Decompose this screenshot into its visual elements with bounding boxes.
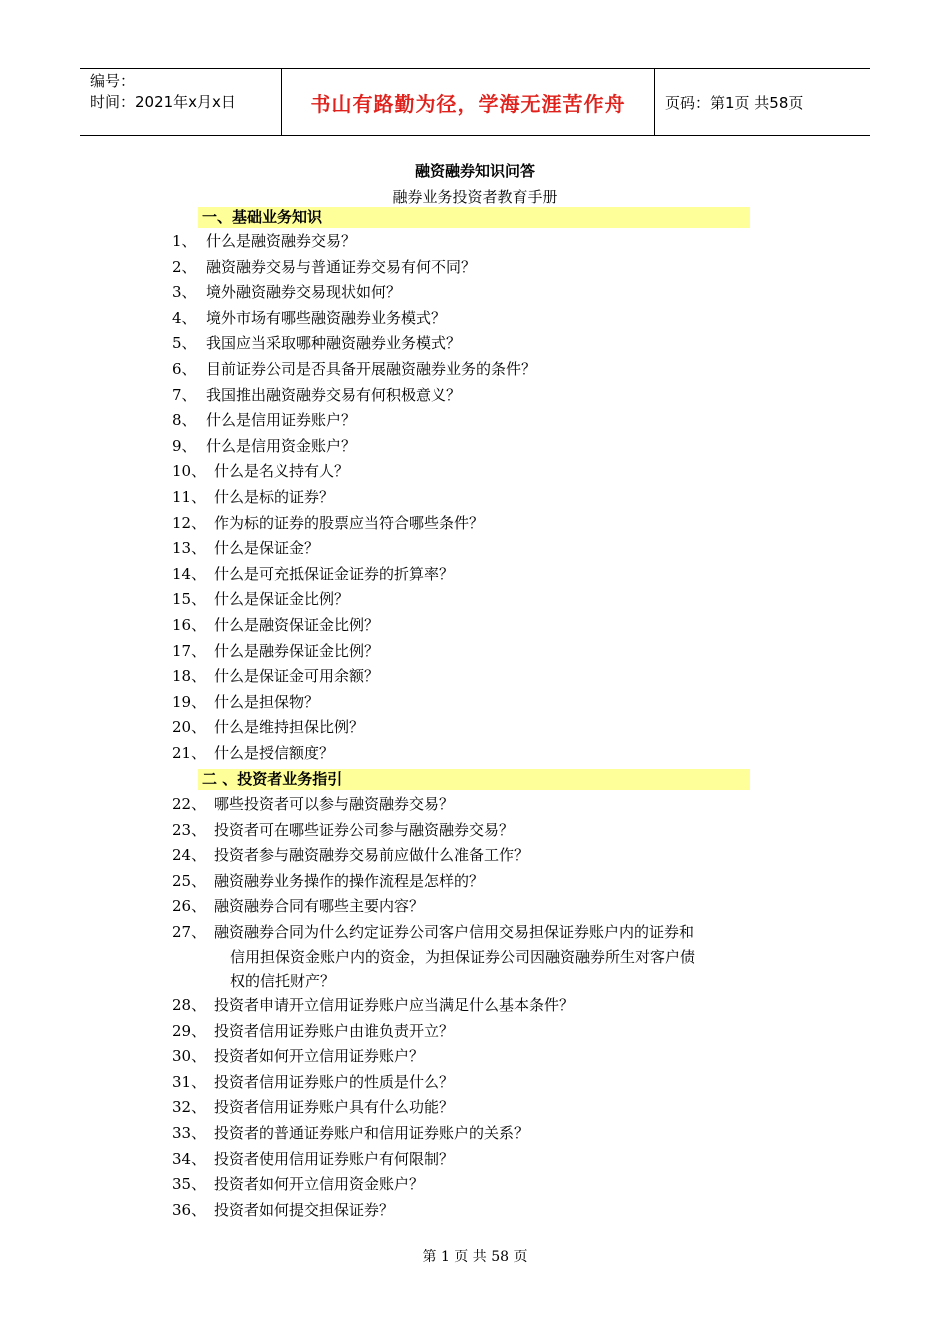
section-heading-2: 二 、投资者业务指引 xyxy=(198,769,750,790)
list-item xyxy=(172,331,752,356)
item-text: 投资者申请开立信用证券账户应当满足什么基本条件？ xyxy=(214,996,575,1014)
page-header xyxy=(80,68,870,136)
item-text: 融资融券交易与普通证券交易有何不同？ xyxy=(206,257,477,276)
item-number: 32、 xyxy=(172,1098,207,1117)
item-number: 4、 xyxy=(172,308,197,327)
page-label: 页码：第1页 共58页 xyxy=(665,93,804,112)
item-number: 33、 xyxy=(172,1124,207,1142)
item-text: 投资者信用证券账户具有什么功能？ xyxy=(214,1098,455,1117)
item-text: 投资者如何开立信用资金账户？ xyxy=(214,1175,425,1194)
item-number: 23、 xyxy=(172,820,207,839)
item-text-line-3: 权的信托财产？ xyxy=(230,972,336,990)
item-text: 投资者如何提交担保证券？ xyxy=(214,1200,395,1219)
item-text: 什么是保证金可用余额？ xyxy=(214,667,380,686)
item-text: 投资者信用证券账户的性质是什么？ xyxy=(214,1072,455,1091)
list-item xyxy=(172,280,752,305)
item-text-line-2: 信用担保资金账户内的资金，为担保证券公司因融资融券所生对客户债 xyxy=(230,947,696,966)
list-item xyxy=(172,1172,752,1197)
item-number: 18、 xyxy=(172,667,207,686)
item-number: 19、 xyxy=(172,692,207,711)
item-text xyxy=(214,920,752,994)
item-number: 3、 xyxy=(172,283,197,302)
item-number: 5、 xyxy=(172,334,197,353)
header-motto-cell xyxy=(282,69,655,135)
list-item xyxy=(172,306,752,331)
item-number: 13、 xyxy=(172,539,207,558)
item-number: 11、 xyxy=(172,488,207,506)
item-number: 17、 xyxy=(172,641,207,660)
list-item xyxy=(172,1147,752,1172)
item-text: 什么是保证金？ xyxy=(214,539,320,558)
list-item xyxy=(172,408,752,433)
item-text: 什么是担保物？ xyxy=(214,692,320,711)
item-text: 什么是授信额度？ xyxy=(214,744,335,762)
item-number: 27、 xyxy=(172,923,207,941)
list-item xyxy=(172,664,752,689)
item-text: 投资者如何开立信用证券账户？ xyxy=(214,1047,425,1066)
list-item xyxy=(172,1044,752,1069)
item-number: 2、 xyxy=(172,257,197,276)
doc-subtitle: 融券业务投资者教育手册 xyxy=(392,188,558,206)
item-number: 1、 xyxy=(172,232,197,250)
doc-title: 融资融券知识问答 xyxy=(414,162,535,180)
list-item xyxy=(172,869,752,894)
item-text: 什么是保证金比例？ xyxy=(214,590,350,609)
list-item xyxy=(172,1095,752,1120)
list-item xyxy=(172,993,752,1018)
list-item xyxy=(172,715,752,740)
list-item xyxy=(172,741,752,766)
list-item xyxy=(172,229,752,254)
list-item xyxy=(172,1019,752,1044)
item-text: 目前证券公司是否具备开展融资融券业务的条件？ xyxy=(206,360,537,378)
list-item xyxy=(172,843,752,868)
list-item xyxy=(172,920,752,994)
item-number: 14、 xyxy=(172,564,207,583)
item-text: 什么是融资融券交易？ xyxy=(206,232,357,250)
item-number: 31、 xyxy=(172,1072,207,1091)
item-text: 什么是标的证券？ xyxy=(214,488,335,506)
list-item xyxy=(172,511,752,536)
item-text: 境外市场有哪些融资融券业务模式？ xyxy=(206,308,447,327)
list-item xyxy=(172,255,752,280)
item-text: 投资者参与融资融券交易前应做什么准备工作？ xyxy=(214,846,530,865)
list-item xyxy=(172,1198,752,1223)
item-text: 什么是融券保证金比例？ xyxy=(214,641,380,660)
list-item xyxy=(172,613,752,638)
item-number: 7、 xyxy=(172,385,197,404)
list-item xyxy=(172,536,752,561)
header-page-cell xyxy=(655,69,870,135)
item-text: 融资融券业务操作的操作流程是怎样的？ xyxy=(214,871,485,890)
item-text: 投资者的普通证券账户和信用证券账户的关系？ xyxy=(214,1124,530,1142)
item-number: 16、 xyxy=(172,616,207,634)
list-item xyxy=(172,792,752,817)
item-number: 25、 xyxy=(172,871,207,890)
item-text: 境外融资融券交易现状如何？ xyxy=(206,283,402,302)
list-item xyxy=(172,357,752,382)
list-item xyxy=(172,639,752,664)
motto: 书山有路勤为径，学海无涯苦作舟 xyxy=(310,91,626,116)
list-item xyxy=(172,434,752,459)
item-text: 什么是融资保证金比例？ xyxy=(214,616,380,634)
item-number: 10、 xyxy=(172,462,207,481)
item-number: 8、 xyxy=(172,411,197,430)
code-label: 编号： xyxy=(90,72,136,90)
item-number: 28、 xyxy=(172,996,207,1014)
item-text: 什么是名义持有人？ xyxy=(214,462,350,481)
item-number: 30、 xyxy=(172,1047,207,1066)
time-label: 时间：2021年x月x日 xyxy=(90,93,236,111)
item-text: 我国推出融资融券交易有何积极意义？ xyxy=(206,385,462,404)
item-number: 26、 xyxy=(172,897,207,916)
item-number: 35、 xyxy=(172,1175,207,1194)
item-text: 我国应当采取哪种融资融券业务模式？ xyxy=(206,334,462,353)
item-number: 29、 xyxy=(172,1021,207,1040)
list-item xyxy=(172,1070,752,1095)
list-item xyxy=(172,690,752,715)
item-number: 9、 xyxy=(172,436,197,455)
item-number: 20、 xyxy=(172,718,207,737)
item-number: 21、 xyxy=(172,744,207,762)
item-text: 什么是信用证券账户？ xyxy=(206,411,357,430)
page-footer: 第 1 页 共 58 页 xyxy=(422,1249,528,1265)
item-number: 24、 xyxy=(172,846,207,865)
item-text: 什么是维持担保比例？ xyxy=(214,718,365,737)
list-item xyxy=(172,818,752,843)
item-number: 6、 xyxy=(172,360,197,378)
item-number: 34、 xyxy=(172,1149,207,1168)
item-text: 投资者可在哪些证券公司参与融资融券交易？ xyxy=(214,820,515,839)
list-item xyxy=(172,383,752,408)
item-text-line-1: 融资融券合同为什么约定证券公司客户信用交易担保证券账户内的证券和 xyxy=(214,923,695,941)
item-text: 什么是可充抵保证金证券的折算率？ xyxy=(214,564,455,583)
list-item xyxy=(172,562,752,587)
item-number: 12、 xyxy=(172,513,207,532)
item-text: 什么是信用资金账户？ xyxy=(206,436,357,455)
list-item xyxy=(172,894,752,919)
item-text: 作为标的证券的股票应当符合哪些条件？ xyxy=(214,513,485,532)
item-number: 36、 xyxy=(172,1200,207,1219)
list-item xyxy=(172,1121,752,1146)
item-text: 融资融券合同有哪些主要内容？ xyxy=(214,897,425,916)
item-text: 投资者使用信用证券账户有何限制？ xyxy=(214,1149,455,1168)
header-meta xyxy=(80,69,282,135)
list-item xyxy=(172,587,752,612)
item-number: 22、 xyxy=(172,795,207,813)
list-item xyxy=(172,485,752,510)
section-heading-1: 一、基础业务知识 xyxy=(198,207,750,228)
list-item xyxy=(172,459,752,484)
item-number: 15、 xyxy=(172,590,207,609)
item-text: 哪些投资者可以参与融资融券交易？ xyxy=(214,795,455,813)
item-text: 投资者信用证券账户由谁负责开立？ xyxy=(214,1021,455,1040)
